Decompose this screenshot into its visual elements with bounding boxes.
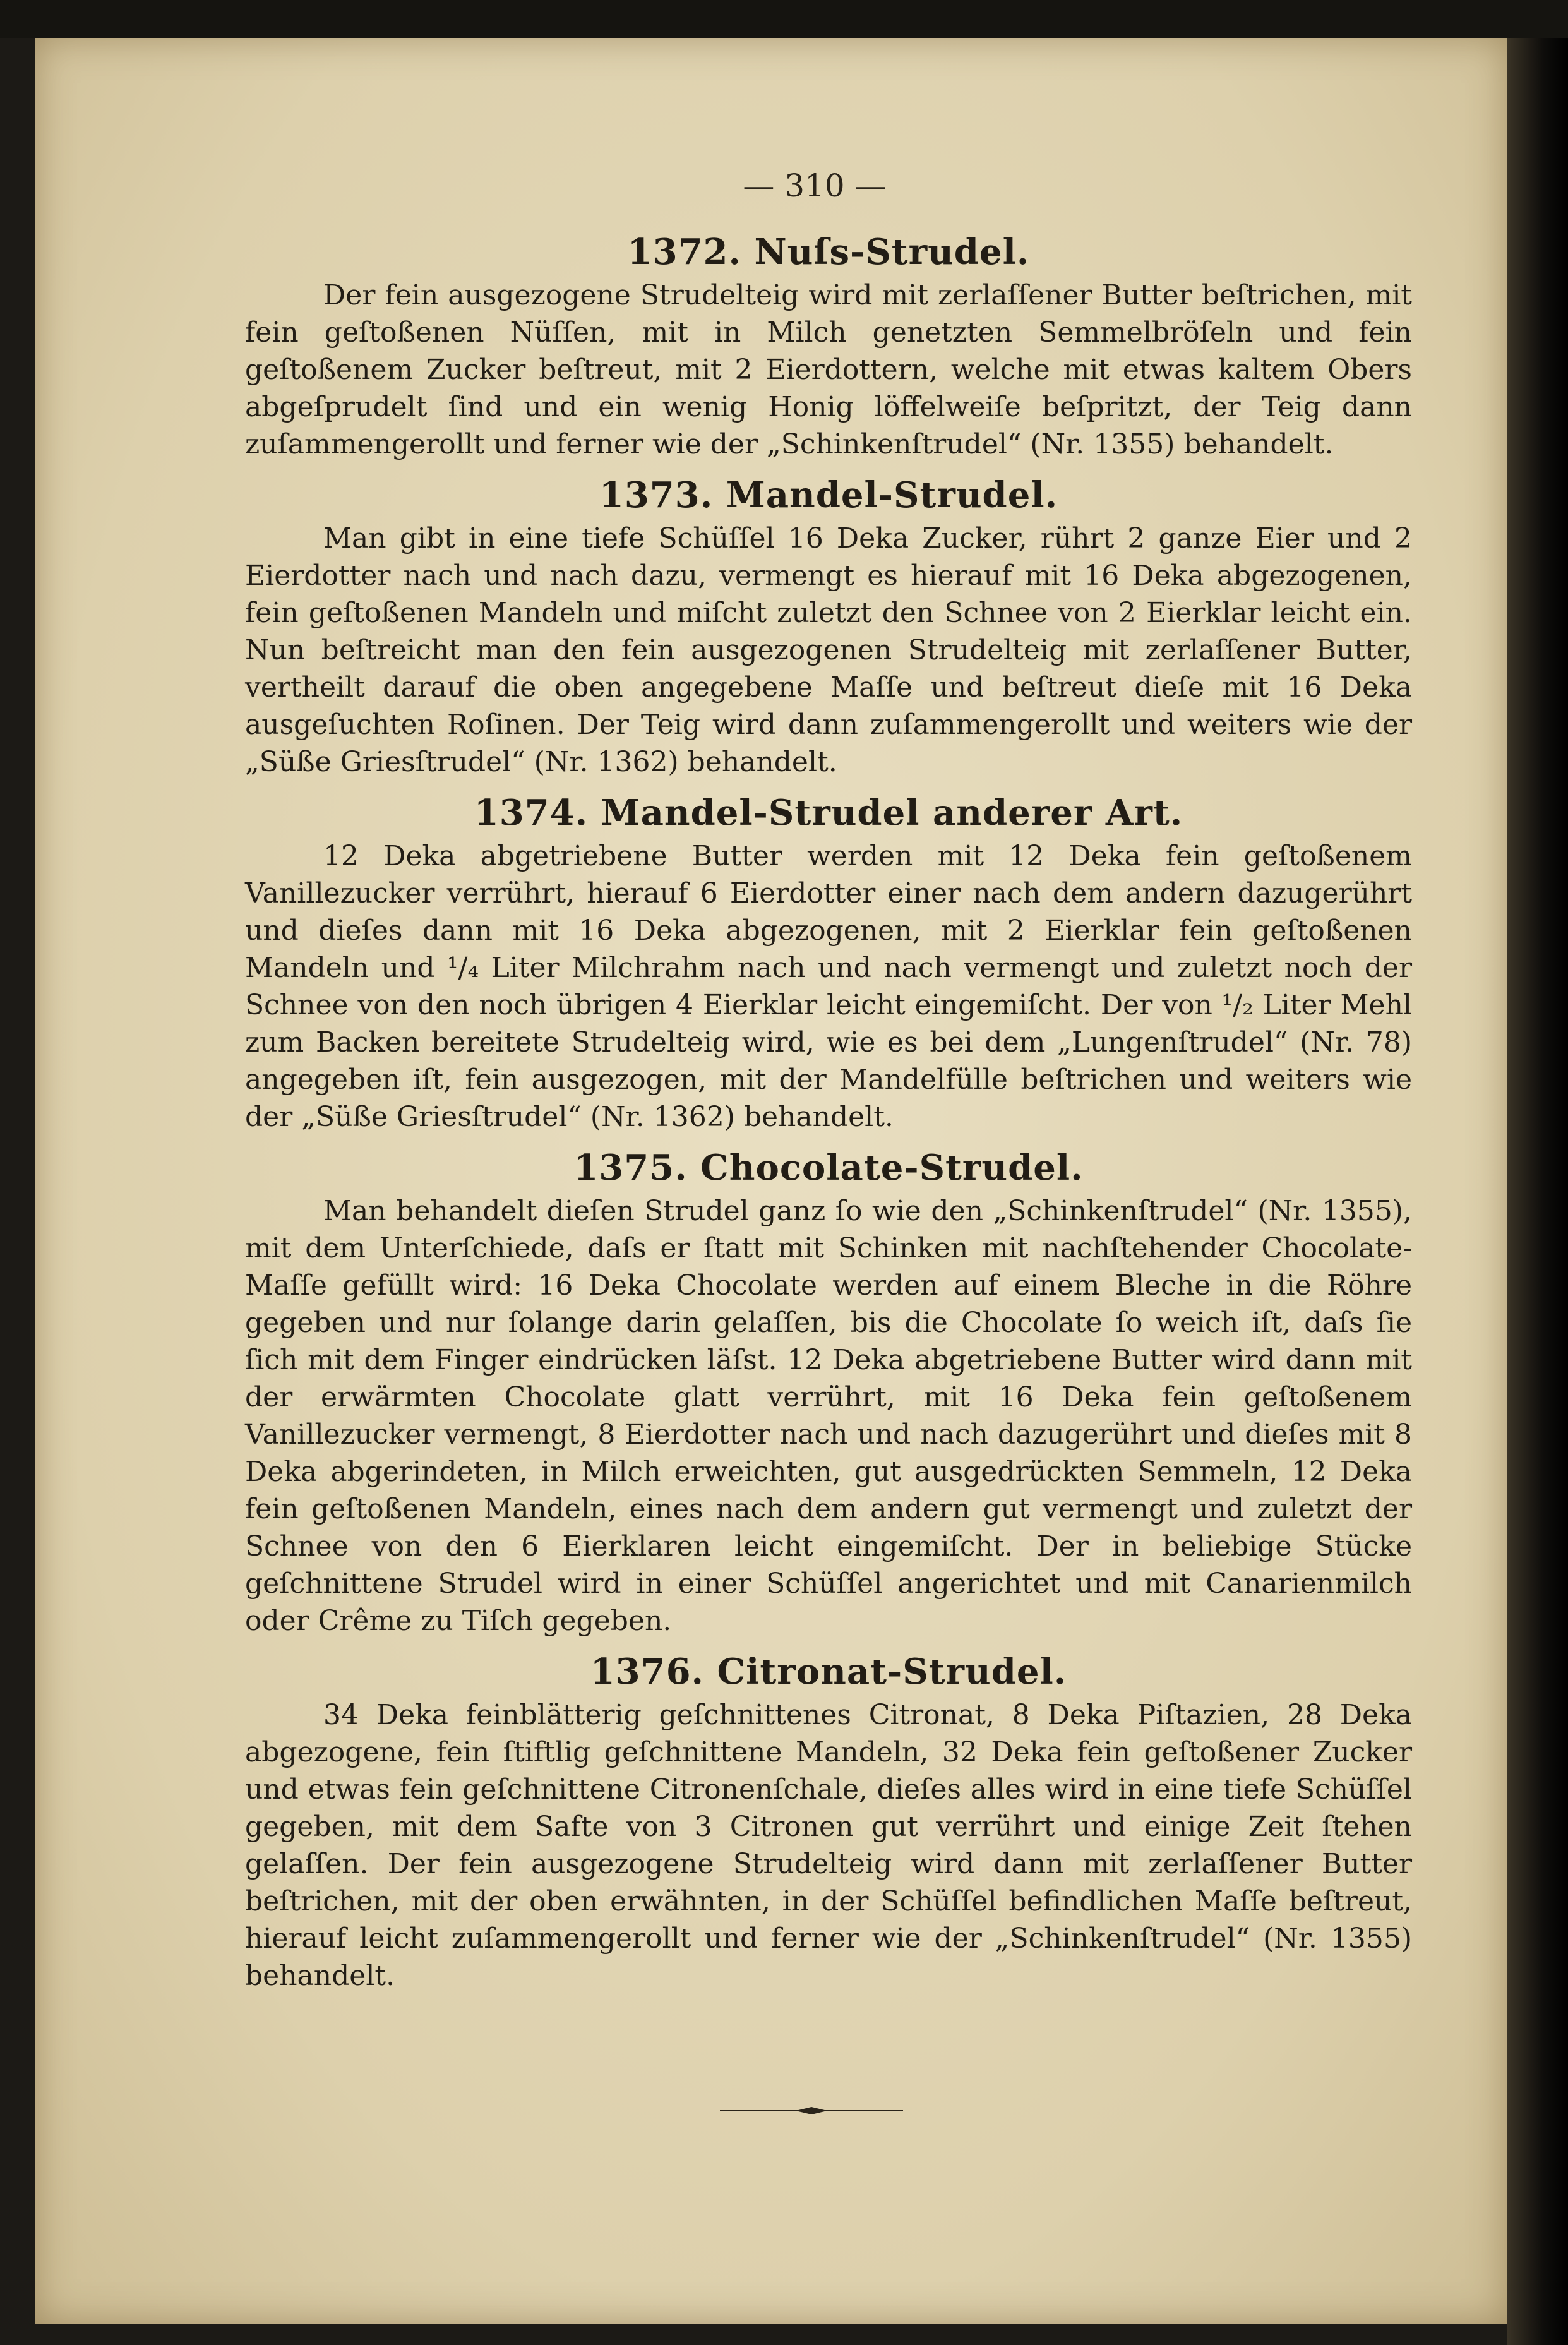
page-text xyxy=(245,227,1412,2002)
recipe-title: 1373. Mandel-Strudel. xyxy=(599,474,1058,516)
recipe-section xyxy=(245,471,1412,781)
recipe-body: 12 Deka abgetriebene Butter werden mit 12 Deka fein geſtoßenem Vanillezucker verrührt, hierauf 6 Eierdotter einer nach dem andern dazugerührt und dieſes dann mit 16 Deka abgezogenen, mit 2 Eierklar fein geſtoßenen Mandeln und ¹/₄ Liter Milchrahm nach und nach vermengt und zuletzt noch der Schnee von den noch übrigen 4 Eierklar leicht eingemiſcht. Der von ¹/₂ Liter Mehl zum Backen bereitete Strudelteig wird, wie es bei dem „Lungenſtrudel“ (Nr. 78) angegeben iſt, fein ausgezogen, mit der Mandelfülle beſtrichen und weiters wie der „Süße Griesſtrudel“ (Nr. 1362) behandelt. xyxy=(245,840,1412,1133)
recipe-title: 1374. Mandel-Strudel anderer Art. xyxy=(474,792,1183,834)
recipe-title: 1372. Nuſs-Strudel. xyxy=(627,231,1030,273)
recipe-section xyxy=(245,1647,1412,1994)
recipe-title: 1375. Chocolate-Strudel. xyxy=(573,1147,1084,1189)
page-number: — 310 — xyxy=(743,167,887,204)
recipe-section xyxy=(245,227,1412,463)
scan-top-edge xyxy=(0,0,1568,38)
recipe-body: Man behandelt dieſen Strudel ganz ſo wie den „Schinkenſtrudel“ (Nr. 1355), mit dem Unterſchiede, daſs er ſtatt mit Schinken mit nachſtehender Chocolate-Maſſe gefüllt wird: 16 Deka Chocolate werden auf einem Bleche in die Röhre gegeben und nur ſolange darin gelaſſen, bis die Chocolate ſo weich iſt, daſs ſie ſich mit dem Finger eindrücken läſst. 12 Deka abgetriebene Butter wird dann mit der erwärmten Chocolate glatt verrührt, mit 16 Deka fein geſtoßenem Vanillezucker vermengt, 8 Eierdotter nach und nach dazugerührt und dieſes mit 8 Deka abgerindeten, in Milch erweichten, gut ausgedrückten Semmeln, 12 Deka fein geſtoßenen Mandeln, eines nach dem andern gut vermengt und zuletzt der Schnee von den 6 Eierklaren leicht eingemiſcht. Der in beliebige Stücke geſchnittene Strudel wird in einer Schüſſel angerichtet und mit Canarienmilch oder Crême zu Tiſch gegeben. xyxy=(245,1195,1412,1637)
recipe-body: Man gibt in eine tiefe Schüſſel 16 Deka Zucker, rührt 2 ganze Eier und 2 Eierdotter nach und nach dazu, vermengt es hierauf mit 16 Deka abgezogenen, fein geſtoßenen Mandeln und miſcht zuletzt den Schnee von 2 Eierklar leicht ein. Nun beſtreicht man den fein ausgezogenen Strudelteig mit zerlaſſener Butter, vertheilt darauf die oben angegebene Maſſe und beſtreut dieſe mit 16 Deka ausgeſuchten Roſinen. Der Teig wird dann zuſammengerollt und weiters wie der „Süße Griesſtrudel“ (Nr. 1362) behandelt. xyxy=(245,522,1412,778)
recipe-section xyxy=(245,1143,1412,1640)
end-ornament xyxy=(720,2106,903,2115)
recipe-section xyxy=(245,788,1412,1136)
recipe-body: Der fein ausgezogene Strudelteig wird mit zerlaſſener Butter beſtrichen, mit fein geſtoßenen Nüſſen, mit in Milch genetzten Semmelbröſeln und fein geſtoßenem Zucker beſtreut, mit 2 Eierdottern, welche mit etwas kaltem Obers abgeſprudelt ſind und ein wenig Honig löffelweiſe beſpritzt, der Teig dann zuſammengerollt und ferner wie der „Schinkenſtrudel“ (Nr. 1355) behandelt. xyxy=(245,279,1412,460)
recipe-body: 34 Deka feinblätterig geſchnittenes Citronat, 8 Deka Piſtazien, 28 Deka abgezogene, fein ſtiftlig geſchnittene Mandeln, 32 Deka fein geſtoßener Zucker und etwas fein geſchnittene Citronenſchale, dieſes alles wird in eine tiefe Schüſſel gegeben, mit dem Safte von 3 Citronen gut verrührt und einige Zeit ſtehen gelaſſen. Der fein ausgezogene Strudelteig wird dann mit zerlaſſener Butter beſtrichen, mit der oben erwähnten, in der Schüſſel befindlichen Maſſe beſtreut, hierauf leicht zuſammengerollt und ferner wie der „Schinkenſtrudel“ (Nr. 1355) behandelt. xyxy=(245,1699,1412,1992)
book-gutter xyxy=(1507,38,1568,2345)
recipe-title: 1376. Citronat-Strudel. xyxy=(590,1651,1067,1693)
